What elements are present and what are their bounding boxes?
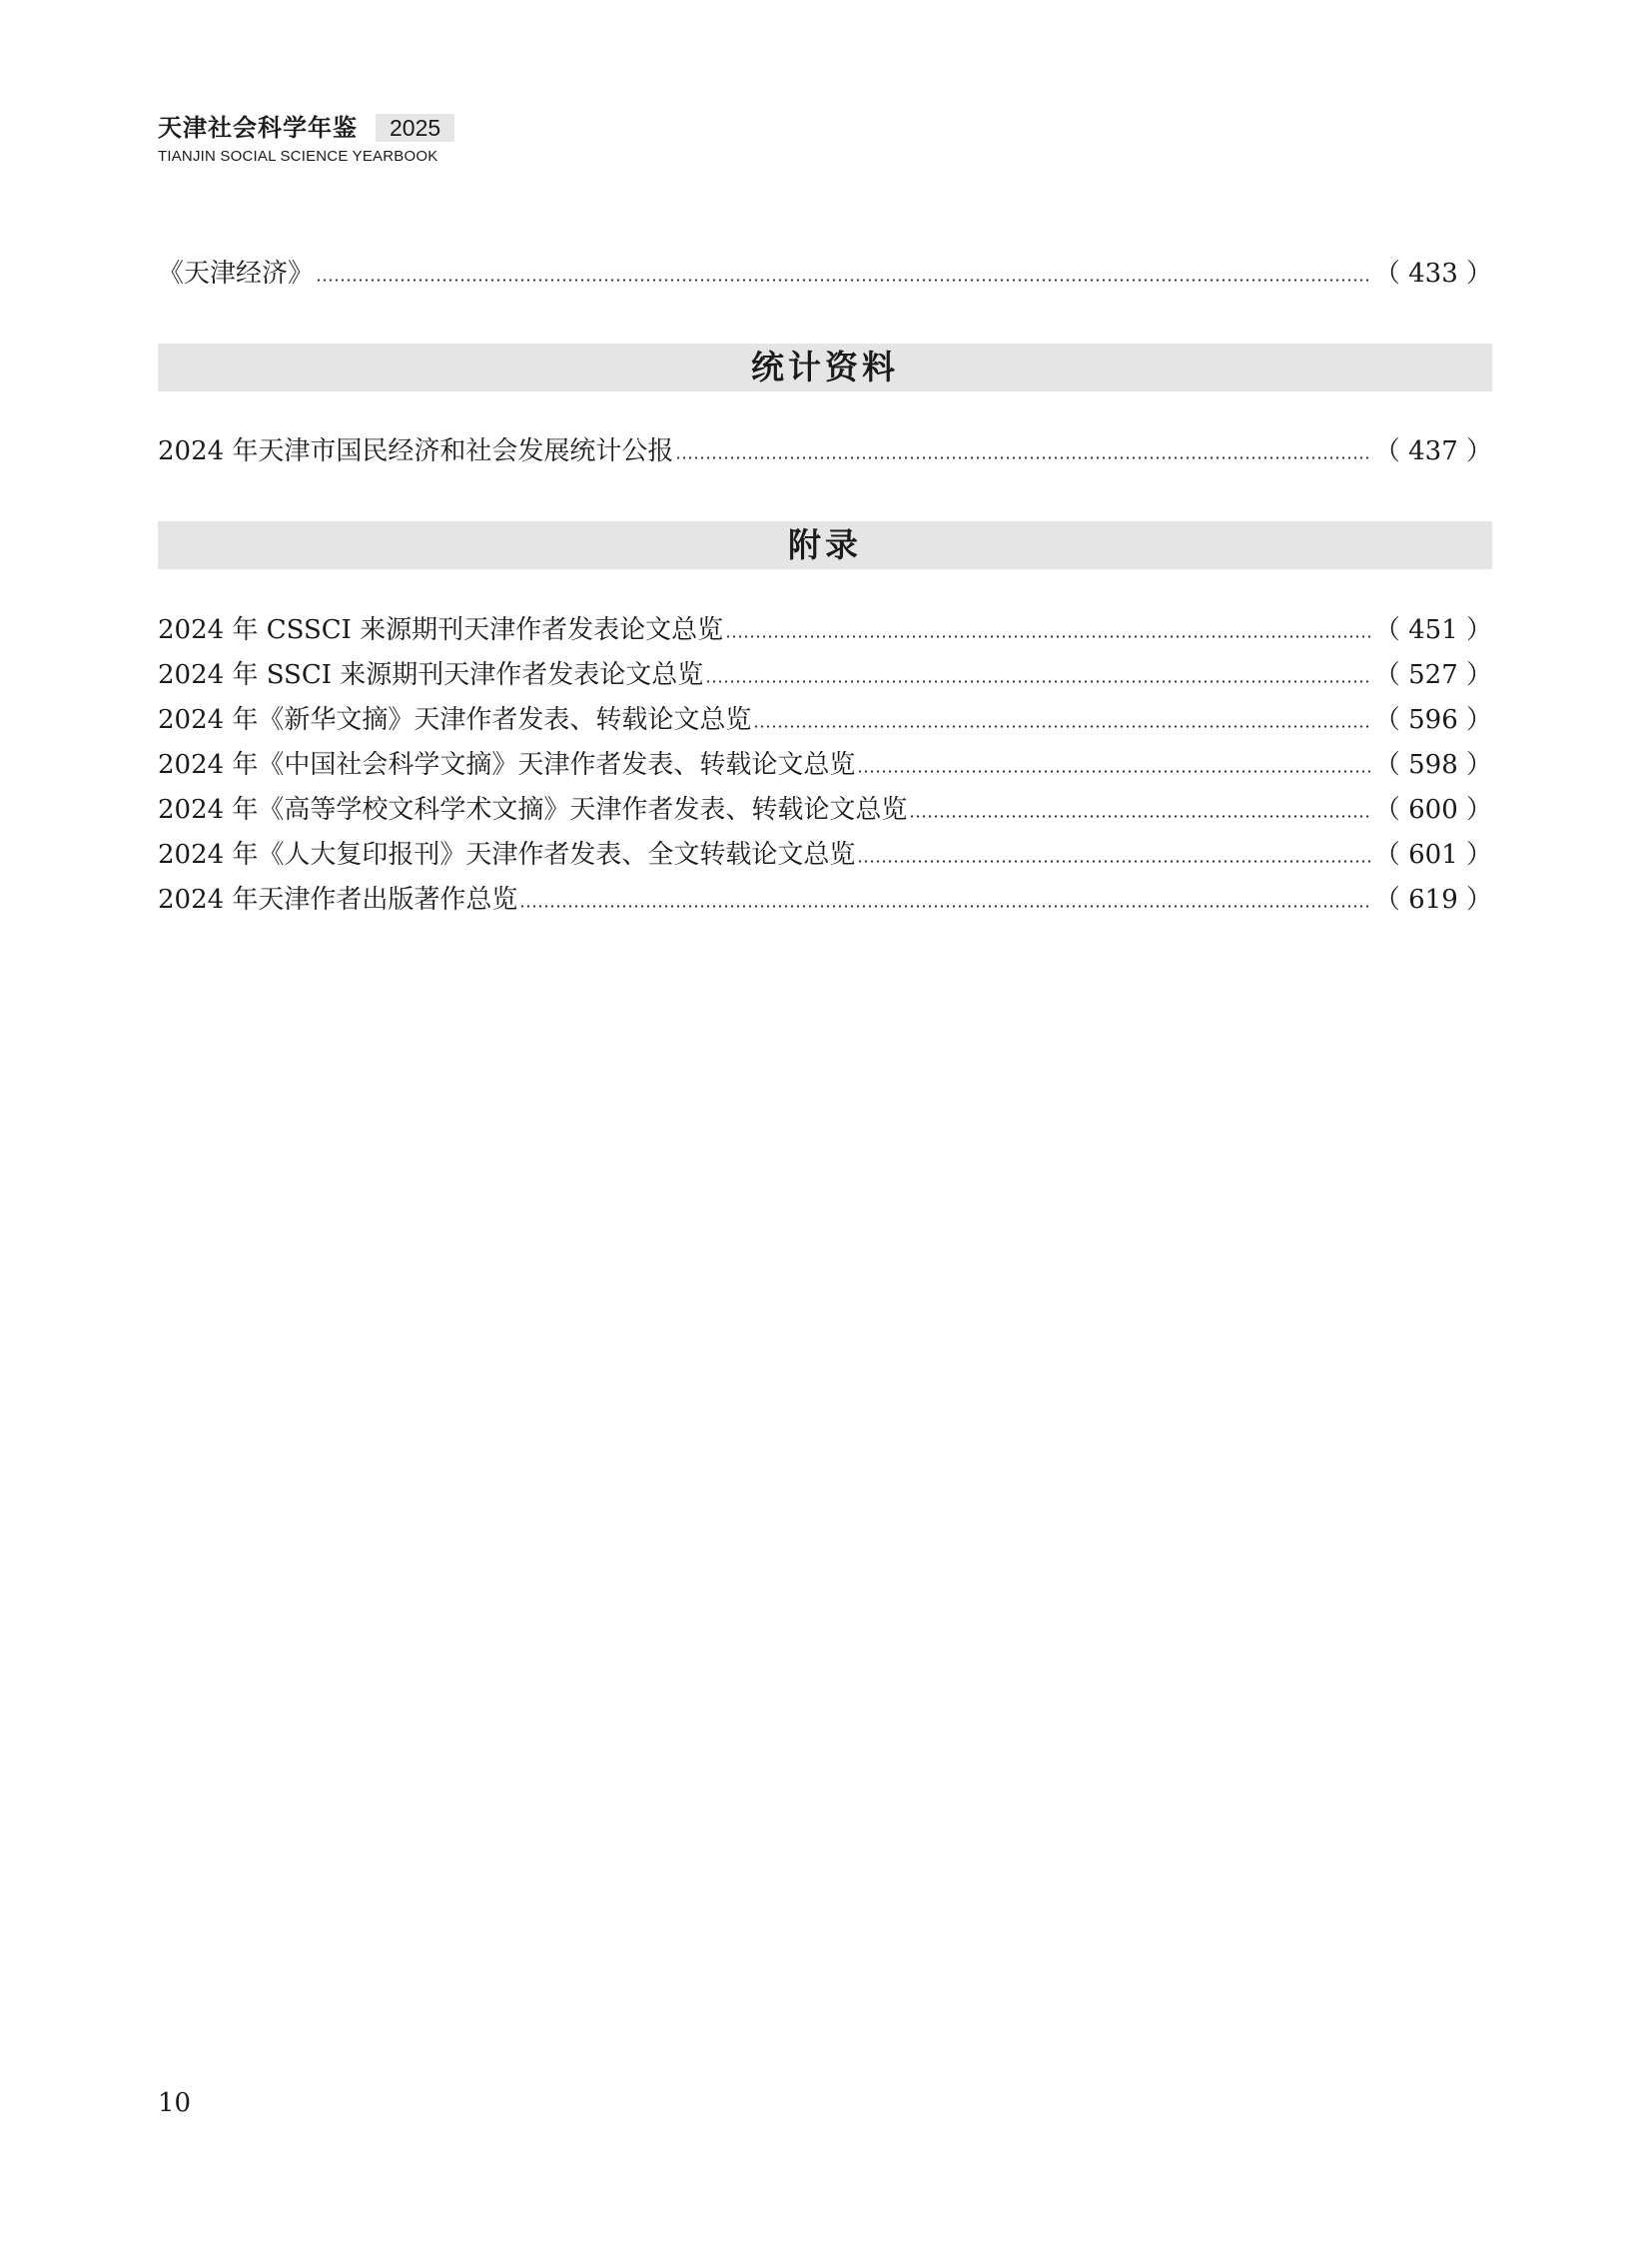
- toc-entry-title: 2024 年《新华文摘》天津作者发表、转载论文总览: [158, 705, 752, 735]
- toc-entry-title: 《天津经济》: [158, 259, 315, 289]
- toc-entry-title: 2024 年 SSCI 来源期刊天津作者发表论文总览: [158, 660, 704, 690]
- section-title: 统计资料: [751, 348, 899, 386]
- section-header-appendix: [158, 521, 1492, 569]
- dot-leader: [705, 680, 1370, 683]
- toc-entry-page: （ 437 ）: [1373, 436, 1492, 466]
- toc-entry-page: （ 527 ）: [1373, 660, 1492, 690]
- toc-entry[interactable]: [158, 431, 1492, 471]
- toc-entry[interactable]: [158, 880, 1492, 920]
- toc-entry-page: （ 451 ）: [1373, 615, 1492, 645]
- running-header: [158, 112, 454, 168]
- toc-entry-tianjin-economy[interactable]: [158, 254, 1492, 294]
- header-top-line: [158, 112, 454, 144]
- section-header-statistics: [158, 344, 1492, 391]
- dot-leader: [725, 635, 1370, 638]
- toc-entry[interactable]: [158, 835, 1492, 875]
- toc-entry-page: （ 600 ）: [1373, 795, 1492, 825]
- toc-entry-title: 2024 年天津市国民经济和社会发展统计公报: [158, 436, 674, 466]
- yearbook-year-badge: 2025: [376, 114, 454, 142]
- page-number: 10: [158, 2088, 192, 2118]
- toc-entry-page: （ 619 ）: [1373, 885, 1492, 915]
- dot-leader: [316, 279, 1370, 282]
- toc-entry-title: 2024 年天津作者出版著作总览: [158, 885, 518, 915]
- dot-leader: [519, 905, 1369, 908]
- toc-entry-title: 2024 年《高等学校文科学术文摘》天津作者发表、转载论文总览: [158, 795, 908, 825]
- dot-leader: [857, 860, 1369, 863]
- toc-entry-title: 2024 年《中国社会科学文摘》天津作者发表、转载论文总览: [158, 750, 856, 780]
- toc-entry[interactable]: [158, 655, 1492, 695]
- toc-entry-page: （ 598 ）: [1373, 750, 1492, 780]
- yearbook-english-title: TIANJIN SOCIAL SCIENCE YEARBOOK: [158, 148, 438, 165]
- toc-entry-title: 2024 年《人大复印报刊》天津作者发表、全文转载论文总览: [158, 840, 856, 870]
- toc-entry-title: 2024 年 CSSCI 来源期刊天津作者发表论文总览: [158, 615, 724, 645]
- toc-entry[interactable]: [158, 700, 1492, 740]
- dot-leader: [675, 456, 1369, 459]
- toc-entry[interactable]: [158, 610, 1492, 650]
- toc-entry[interactable]: [158, 745, 1492, 785]
- toc-entry-page: （ 433 ）: [1373, 259, 1492, 289]
- dot-leader: [909, 815, 1369, 818]
- dot-leader: [857, 770, 1369, 773]
- dot-leader: [753, 725, 1369, 728]
- toc-entry-page: （ 596 ）: [1373, 705, 1492, 735]
- toc-entry-page: （ 601 ）: [1373, 840, 1492, 870]
- section-title: 附录: [788, 525, 862, 564]
- yearbook-title: 天津社会科学年鉴: [158, 114, 358, 142]
- toc-entry[interactable]: [158, 790, 1492, 830]
